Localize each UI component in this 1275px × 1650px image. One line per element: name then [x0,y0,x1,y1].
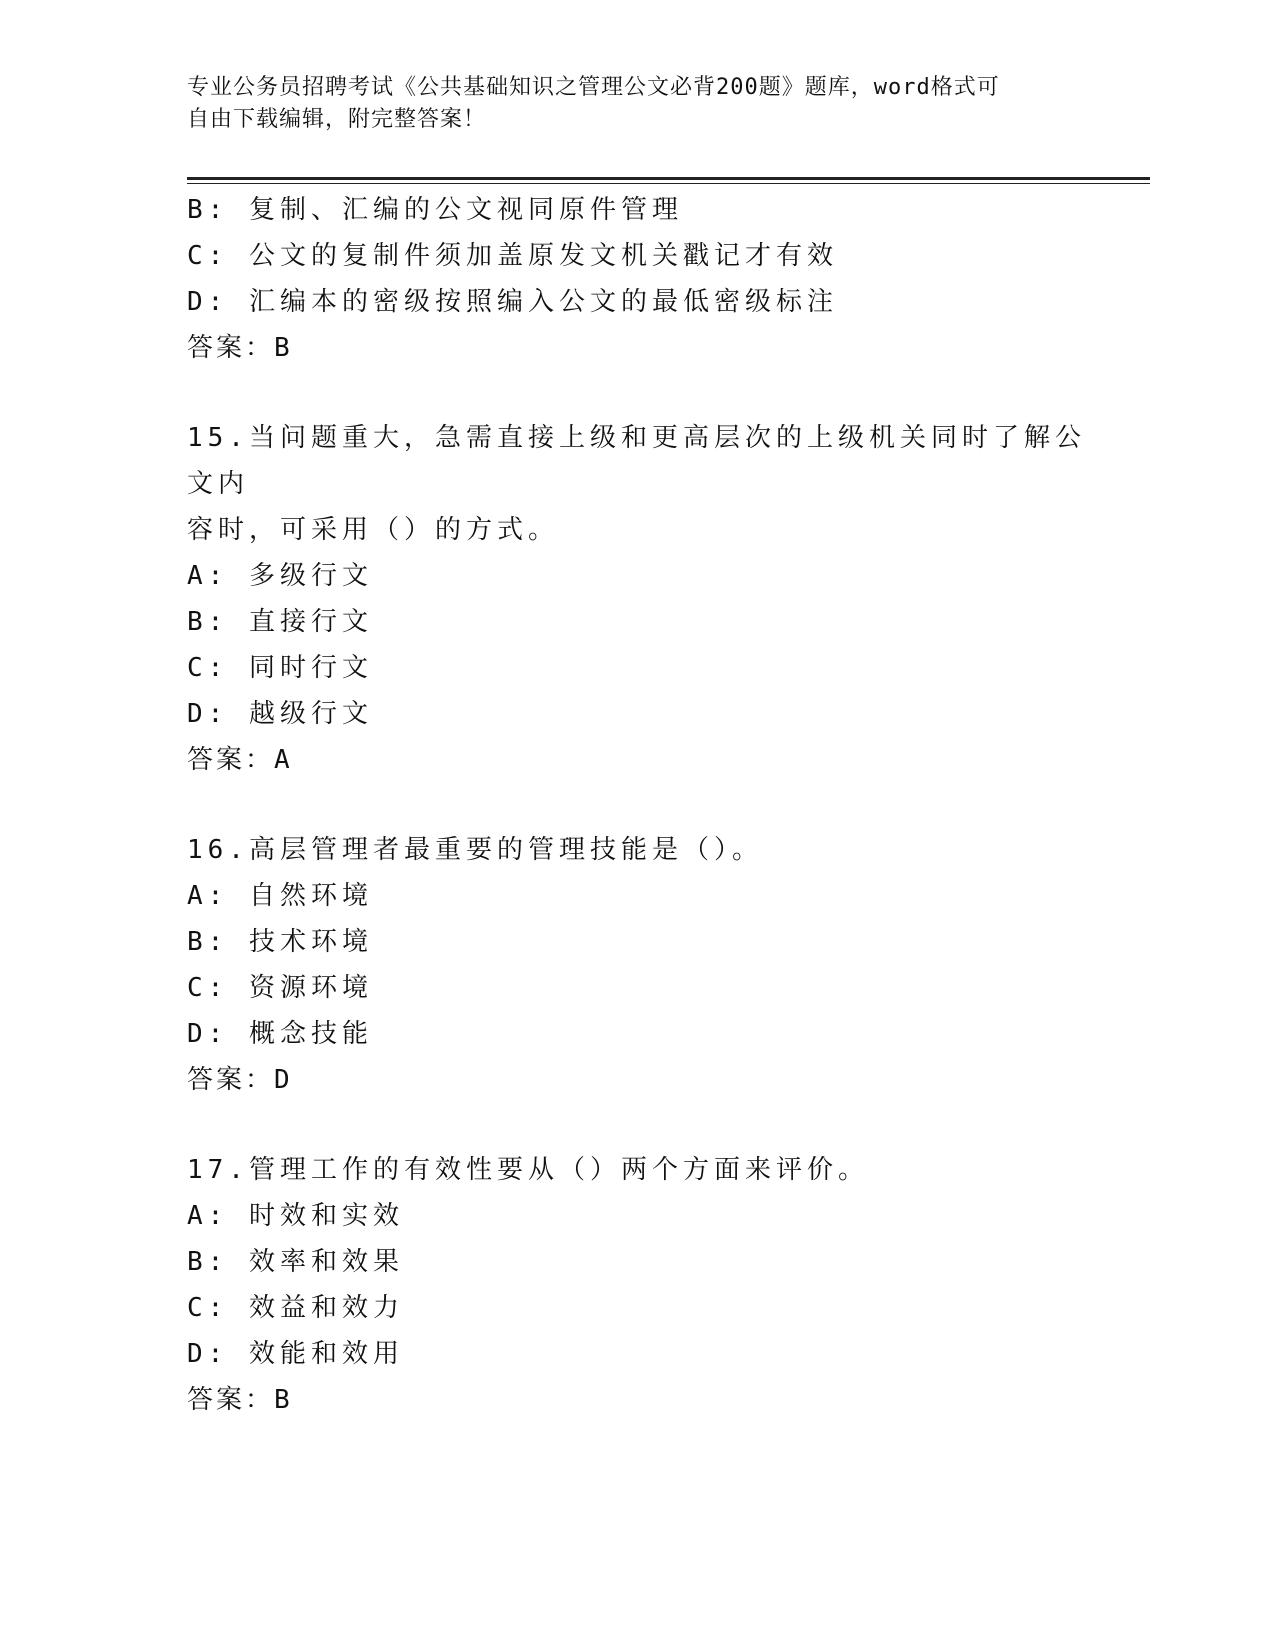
question-text-line-2: 容时，可采用（）的方式。 [187,515,560,545]
option-b: B: 复制、汇编的公文视同原件管理 [187,195,683,225]
option-b: B: 效率和效果 [187,1247,404,1277]
header-rule-thin [187,183,1150,184]
answer-label: 答案： [187,1385,275,1415]
question-text-line-1: 高层管理者最重要的管理技能是（）。 [248,835,763,865]
question-15-block [187,415,1087,783]
option-c: C: 资源环境 [187,973,373,1003]
spacer [187,1103,1087,1147]
question-number: 17. [187,1155,249,1185]
option-a: A: 时效和实效 [187,1201,404,1231]
answer-value: B [274,333,293,363]
option-d: D: 汇编本的密级按照编入公文的最低密级标注 [187,287,838,317]
option-c: C: 同时行文 [187,653,373,683]
question-content [187,187,1087,1423]
question-number: 16. [187,835,249,865]
header-line-2: 自由下载编辑，附完整答案！ [187,107,487,132]
question-16-block [187,827,1087,1103]
answer-line [187,325,1087,371]
question-text-line-1: 当问题重大，急需直接上级和更高层次的上级机关同时了解公文内 [187,423,1086,499]
option-d: D: 概念技能 [187,1019,373,1049]
option-d: D: 效能和效用 [187,1339,404,1369]
header-rule-thick [187,177,1150,180]
option-d: D: 越级行文 [187,699,373,729]
document-header [187,72,1067,136]
answer-line [187,1377,1087,1423]
option-b: B: 技术环境 [187,927,373,957]
spacer [187,783,1087,827]
option-a: A: 多级行文 [187,561,373,591]
prev-question-block [187,187,1087,371]
question-number: 15. [187,423,249,453]
answer-label: 答案： [187,1065,275,1095]
question-text-line-1: 管理工作的有效性要从（）两个方面来评价。 [248,1155,869,1185]
option-c: C: 公文的复制件须加盖原发文机关戳记才有效 [187,241,838,271]
option-c: C: 效益和效力 [187,1293,404,1323]
answer-label: 答案： [187,333,275,363]
header-line-1: 专业公务员招聘考试《公共基础知识之管理公文必背200题》题库，word格式可 [187,75,1000,100]
question-17-block [187,1147,1087,1423]
option-a: A: 自然环境 [187,881,373,911]
answer-value: B [274,1385,293,1415]
answer-line [187,737,1087,783]
option-b: B: 直接行文 [187,607,373,637]
answer-value: A [274,745,293,775]
answer-label: 答案： [187,745,275,775]
spacer [187,371,1087,415]
question-16-text [187,827,1087,873]
answer-line [187,1057,1087,1103]
answer-value: D [274,1065,293,1095]
question-17-text [187,1147,1087,1193]
question-15-text [187,415,1087,553]
